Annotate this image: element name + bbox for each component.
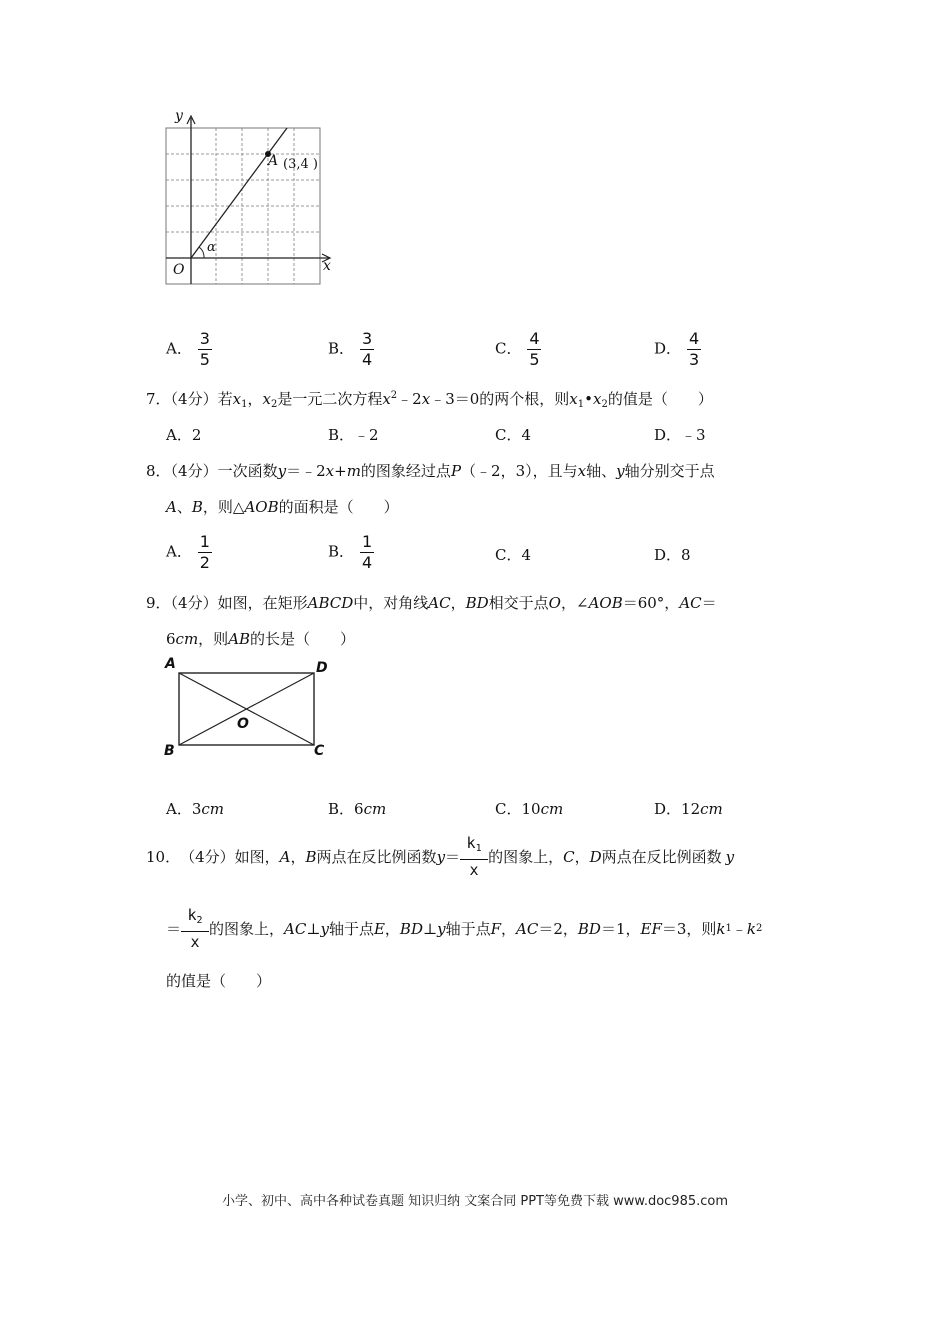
q7-stem: 7．（4分）若$x_1$，$x_2$是一元二次方程$x^2﹣2x﹣3=0$的两个根，则$x_1•x_2$的值是（ ） xyxy=(146,390,713,410)
fig6-y-label: y xyxy=(175,108,183,124)
q7-option-a[interactable]: A．2 xyxy=(166,426,202,444)
fig6-point-coords: (3,4 ) xyxy=(283,157,318,172)
q9-fig-label-o: O xyxy=(237,716,249,732)
fig6-point-a-label: A xyxy=(268,153,279,169)
q9-option-a[interactable]: A．3cm xyxy=(166,800,225,818)
q8-stem-line1: 8．（4分）一次函数y＝﹣2x+m的图象经过点P（﹣2，3），且与x轴、y轴分别交于点 xyxy=(146,462,715,480)
q9-fig-label-b: B xyxy=(164,743,175,759)
q7-option-c[interactable]: C．4 xyxy=(495,426,532,444)
q10-stem-line2: ＝ $\frac{k_2}{x}$ 的图象上， AC ⊥ y 轴于点 E ， BD ⊥ y 轴于点 F ， AC ＝2， BD ＝1， EF ＝3，则 k 1 ﹣ k 2 xyxy=(166,906,763,951)
fraction: $\frac{4}{5}$ xyxy=(529,329,540,369)
q8-option-c[interactable]: C．4 xyxy=(495,546,532,564)
q9-option-c[interactable]: C．10cm xyxy=(495,800,564,818)
q9-fig-label-a: A xyxy=(165,656,176,672)
fig6-x-label: x xyxy=(323,258,331,274)
q9-rectangle-figure xyxy=(160,655,340,765)
fig6-origin-label: O xyxy=(173,262,185,278)
q8-option-b[interactable]: B． $\frac{1}{4}$ xyxy=(328,532,373,572)
q9-fig-label-c: C xyxy=(314,743,325,759)
q7-option-d[interactable]: D．﹣3 xyxy=(654,426,706,444)
q9-stem-line2: 6cm，则AB的长是（ ） xyxy=(166,630,356,648)
q6-option-a[interactable]: A． $\frac{3}{5}$ xyxy=(166,329,210,369)
q7-option-b[interactable]: B．﹣2 xyxy=(328,426,379,444)
q6-coordinate-figure xyxy=(160,110,340,295)
q9-option-d[interactable]: D．12cm xyxy=(654,800,723,818)
q10-stem-line1: 10． （4分） 如图， A ， B 两点在反比例函数 y ＝ $\frac{k_1}{x}$ 的图象上， C ， D 两点在反比例函数 y xyxy=(146,834,735,879)
q8-option-a[interactable]: A． $\frac{1}{2}$ xyxy=(166,532,210,572)
fraction: $\frac{4}{3}$ xyxy=(688,329,700,369)
page-footer: 小学、初中、高中各种试卷真题 知识归纳 文案合同 PPT等免费下载 www.doc985.com xyxy=(221,1194,729,1209)
q6-option-b[interactable]: B． $\frac{3}{4}$ xyxy=(328,329,373,369)
fraction: $\frac{3}{5}$ xyxy=(199,329,210,369)
q8-option-d[interactable]: D．8 xyxy=(654,546,691,564)
fraction: $\frac{1}{2}$ xyxy=(199,532,210,572)
fraction: $\frac{3}{4}$ xyxy=(361,329,373,369)
fraction: $\frac{1}{4}$ xyxy=(361,532,373,572)
q8-stem-line2: A、B，则△AOB的面积是（ ） xyxy=(166,498,399,516)
q9-stem-line1: 9．（4分）如图，在矩形ABCD中，对角线AC，BD相交于点O，∠AOB＝60°，AC＝ xyxy=(146,594,717,612)
q10-stem-line3: 的值是（ ） xyxy=(166,972,272,990)
q9-option-b[interactable]: B．6cm xyxy=(328,800,387,818)
q6-option-c[interactable]: C． $\frac{4}{5}$ xyxy=(495,329,540,369)
q6-option-d[interactable]: D． $\frac{4}{3}$ xyxy=(654,329,700,369)
fraction-k1-over-x: $\frac{k_1}{x}$ xyxy=(460,834,488,879)
q9-fig-label-d: D xyxy=(316,660,328,676)
fig6-angle-label: α xyxy=(207,240,216,255)
fraction-k2-over-x: $\frac{k_2}{x}$ xyxy=(181,906,209,951)
